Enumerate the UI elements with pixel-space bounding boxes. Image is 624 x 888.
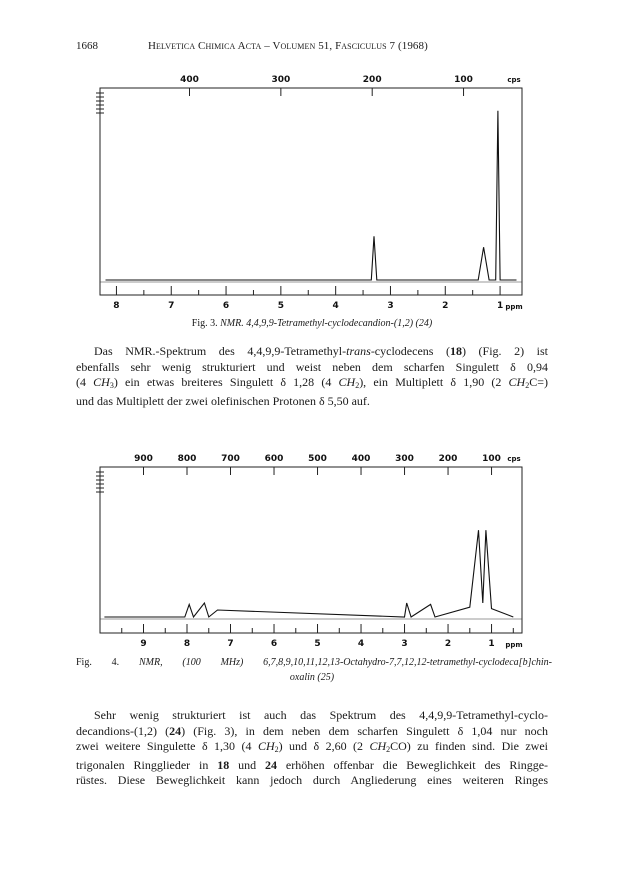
bottom-tick-label: 2 (444, 639, 452, 649)
plot-frame (100, 467, 522, 633)
paragraph-line: trigonalen Ringglieder in 18 und 24 erhöhen offenbar die Beweglichkeit des Ringge- (76, 757, 549, 772)
top-tick-label: 700 (221, 454, 240, 464)
figure-4-caption-label: Fig. 4. (76, 657, 120, 668)
paragraph-line: decandions-(1,2) (24) (Fig. 3), in dem neben dem scharfen Singulett δ 1,04 nur noch (76, 723, 548, 738)
top-tick-label: 100 (454, 75, 473, 85)
figure-3-caption-text: NMR. 4,4,9,9-Tetramethyl-cyclodecandion-(1,2) (24) (220, 318, 433, 329)
top-tick-label: 800 (177, 454, 197, 464)
top-tick-label: 600 (264, 454, 284, 464)
plot-frame (100, 88, 522, 295)
bottom-tick-label: 3 (401, 639, 408, 649)
paragraph-line: und das Multiplett der zwei olefinischen Protonen δ 5,50 auf. (76, 393, 370, 408)
top-tick-label: 100 (482, 454, 501, 464)
bottom-tick-label: 1 (488, 639, 495, 649)
bottom-tick-label: 9 (140, 639, 147, 649)
page-number: 1668 (76, 40, 98, 52)
top-tick-label: 400 (351, 454, 371, 464)
bottom-axis-unit: ppm (505, 303, 523, 311)
running-title: Helvetica Chimica Acta – Volumen 51, Fasciculus 7 (1968) (148, 40, 428, 52)
paragraph-line: zwei weitere Singulette δ 1,30 (4 $CH_2$) und δ 2,60 (2 $CH_2CO$) zu finden sind. Die zwei (76, 739, 548, 755)
spectrum-trace (104, 530, 513, 617)
bottom-tick-label: 2 (442, 301, 449, 311)
bottom-tick-label: 1 (496, 301, 504, 311)
paragraph-line: Das NMR.-Spektrum des 4,4,9,9-Tetramethyl-trans-cyclodecens (18) (Fig. 2) ist (94, 344, 548, 358)
bottom-tick-label: 4 (357, 639, 365, 649)
top-axis-unit: cps (507, 455, 521, 463)
spectrum-fig-3 (96, 75, 523, 311)
paragraph-1 (76, 344, 548, 409)
bottom-tick-label: 8 (183, 639, 191, 649)
top-tick-label: 500 (308, 454, 327, 464)
top-tick-label: 900 (134, 454, 153, 464)
bottom-tick-label: 4 (332, 301, 339, 311)
paragraph-2 (76, 708, 548, 789)
bottom-tick-label: 3 (387, 301, 394, 311)
bottom-tick-label: 7 (168, 301, 175, 311)
top-axis-unit: cps (507, 76, 521, 84)
paragraph-line: Sehr wenig strukturiert ist auch das Spektrum des 4,4,9,9-Tetramethyl-cyclo- (94, 708, 548, 722)
bottom-tick-label: 7 (227, 639, 234, 649)
bottom-tick-label: 6 (222, 301, 230, 311)
paragraph-line: (4 $CH_3$) ein etwas breiteres Singulett δ 1,28 (4 $CH_2$), ein Multiplett δ 1,90 (2 $CH_2C=$) (76, 375, 548, 391)
spectrum-fig-4 (96, 454, 523, 649)
bottom-tick-label: 6 (270, 639, 278, 649)
top-tick-label: 200 (438, 454, 458, 464)
figure-3-caption-label: Fig. 3. (191, 318, 218, 329)
bottom-tick-label: 8 (113, 301, 120, 311)
bottom-axis-unit: ppm (505, 641, 523, 649)
bottom-tick-label: 5 (277, 301, 284, 311)
paragraph-line: ebenfalls sehr wenig strukturiert und weist neben dem scharfen Singulett δ 0,94 (76, 359, 548, 374)
paragraph-line: rüstes. Diese Beweglichkeit kann jedoch durch Angliederung eines weiteren Ringes (76, 773, 548, 788)
figure-4-caption-line-2: oxalin (25) (289, 672, 335, 683)
top-tick-label: 400 (180, 75, 199, 85)
figure-4-caption-text: NMR, (100 MHz) 6,7,8,9,10,11,12,13-Octahydro-7,7,12,12-tetramethyl-cyclodeca[b]chin- (139, 657, 553, 668)
top-tick-label: 200 (362, 75, 382, 85)
top-tick-label: 300 (271, 75, 291, 85)
bottom-tick-label: 5 (314, 639, 321, 649)
spectrum-trace (106, 111, 517, 280)
top-tick-label: 300 (395, 454, 414, 464)
figure-4-caption (76, 657, 552, 668)
figure-3-caption (0, 318, 624, 329)
